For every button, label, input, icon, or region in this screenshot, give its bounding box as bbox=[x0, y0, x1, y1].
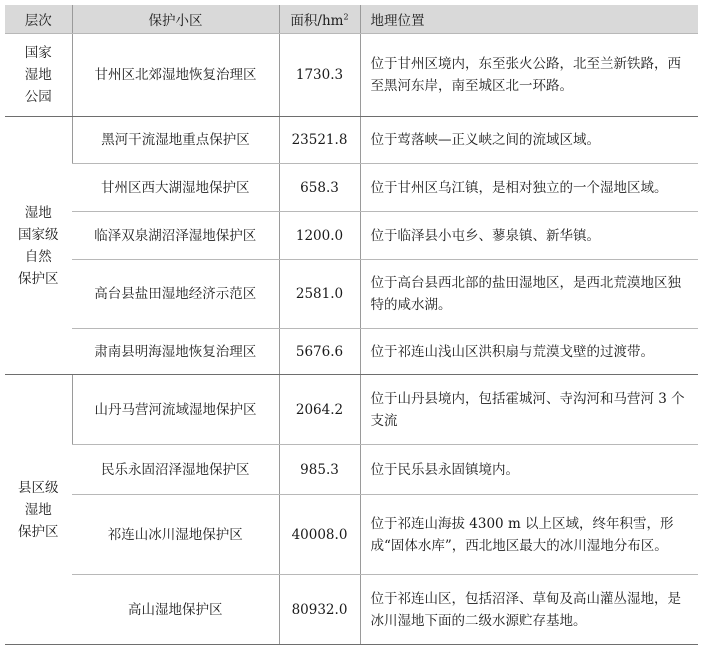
area-name-cell: 高台县盐田湿地经济示范区 bbox=[72, 260, 279, 329]
location-cell: 位于临泽县小屯乡、蓼泉镇、新华镇。 bbox=[360, 212, 698, 260]
location-cell: 位于高台县西北部的盐田湿地区，是西北荒漠地区独特的咸水湖。 bbox=[360, 260, 698, 329]
area-name-cell: 民乐永固沼泽湿地保护区 bbox=[72, 445, 279, 495]
area-name-cell: 祁连山冰川湿地保护区 bbox=[72, 495, 279, 575]
tier-line: 自然 bbox=[24, 248, 52, 265]
table-row bbox=[5, 495, 698, 575]
tier-line: 县区级 bbox=[18, 479, 59, 496]
size-cell: 658.3 bbox=[279, 164, 360, 212]
table-row bbox=[5, 117, 698, 164]
tier-line: 公园 bbox=[24, 89, 52, 105]
tier-line: 湿地 bbox=[24, 501, 52, 518]
header-location: 地理位置 bbox=[360, 5, 698, 34]
tier-line: 湿地 bbox=[24, 204, 52, 221]
location-cell: 位于山丹县境内，包括霍城河、寺沟河和马营河 3 个支流 bbox=[360, 375, 698, 445]
table-row bbox=[5, 445, 698, 495]
area-name-cell: 黑河干流湿地重点保护区 bbox=[72, 117, 279, 164]
tier-line: 保护区 bbox=[18, 523, 59, 540]
header-tier: 层次 bbox=[5, 5, 72, 34]
table-row bbox=[5, 260, 698, 329]
location-cell: 位于甘州区境内，东至张火公路，北至兰新铁路，西至黑河东岸，南至城区北一环路。 bbox=[360, 34, 698, 117]
table-row bbox=[5, 575, 698, 645]
location-cell: 位于祁连山区，包括沼泽、草甸及高山灌丛湿地，是冰川湿地下面的二级水源贮存基地。 bbox=[360, 575, 698, 645]
area-name-cell: 山丹马营河流域湿地保护区 bbox=[72, 375, 279, 445]
tier-line: 国家 bbox=[24, 45, 52, 61]
table-row bbox=[5, 329, 698, 375]
header-size-label: 面积/hm bbox=[290, 13, 344, 29]
tier-line: 保护区 bbox=[18, 270, 59, 287]
area-name-cell: 临泽双泉湖沼泽湿地保护区 bbox=[72, 212, 279, 260]
wetland-protection-table bbox=[5, 5, 698, 645]
location-cell: 位于甘州区乌江镇，是相对独立的一个湿地区域。 bbox=[360, 164, 698, 212]
table-row bbox=[5, 375, 698, 445]
size-cell: 1200.0 bbox=[279, 212, 360, 260]
tier-line: 国家级 bbox=[18, 226, 59, 243]
size-cell: 2064.2 bbox=[279, 375, 360, 445]
area-name-cell: 高山湿地保护区 bbox=[72, 575, 279, 645]
location-cell: 位于祁连山海拔 4300 m 以上区域，终年积雪，形成“固体水库”，西北地区最大的冰川湿地分布区。 bbox=[360, 495, 698, 575]
size-cell: 985.3 bbox=[279, 445, 360, 495]
location-cell: 位于莺落峡—正义峡之间的流域区域。 bbox=[360, 117, 698, 164]
table-row bbox=[5, 164, 698, 212]
tier-cell-county-reserve bbox=[5, 375, 72, 645]
table-header-row bbox=[5, 5, 698, 34]
table-row bbox=[5, 212, 698, 260]
size-cell: 80932.0 bbox=[279, 575, 360, 645]
area-name-cell: 甘州区北郊湿地恢复治理区 bbox=[72, 34, 279, 117]
size-cell: 2581.0 bbox=[279, 260, 360, 329]
header-area-name: 保护小区 bbox=[72, 5, 279, 34]
tier-cell-national-park bbox=[5, 34, 72, 117]
size-cell: 40008.0 bbox=[279, 495, 360, 575]
table-row bbox=[5, 34, 698, 117]
header-size bbox=[279, 5, 360, 34]
area-name-cell: 肃南县明海湿地恢复治理区 bbox=[72, 329, 279, 375]
tier-cell-national-reserve bbox=[5, 117, 72, 375]
header-size-sup: 2 bbox=[343, 12, 349, 22]
location-cell: 位于民乐县永固镇境内。 bbox=[360, 445, 698, 495]
area-name-cell: 甘州区西大湖湿地保护区 bbox=[72, 164, 279, 212]
tier-line: 湿地 bbox=[24, 67, 52, 83]
size-cell: 23521.8 bbox=[279, 117, 360, 164]
location-cell: 位于祁连山浅山区洪积扇与荒漠戈壁的过渡带。 bbox=[360, 329, 698, 375]
size-cell: 5676.6 bbox=[279, 329, 360, 375]
size-cell: 1730.3 bbox=[279, 34, 360, 117]
